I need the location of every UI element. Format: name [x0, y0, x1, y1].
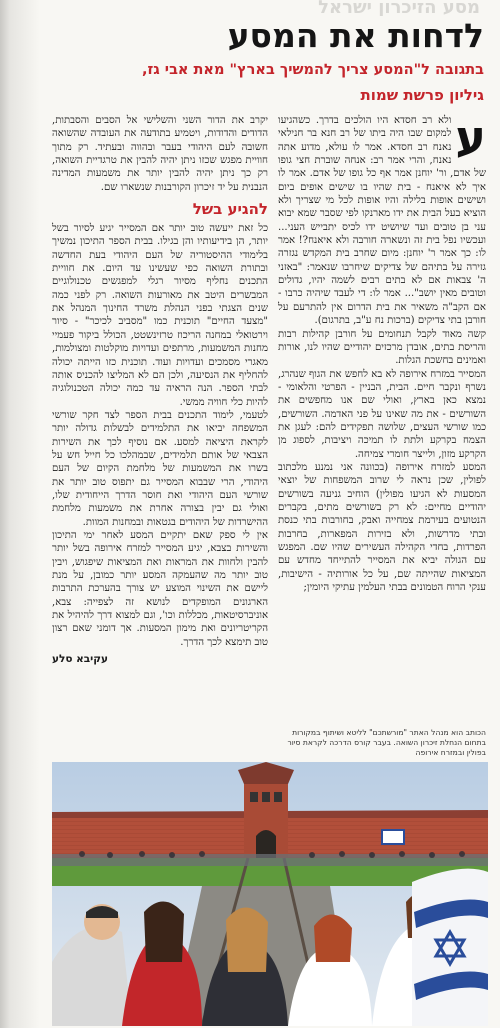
paragraph: אין לי ספק שאם יתקיים המסע לאחר ימי התיכון והשירות בצבא, יגיע המסייר למזרח אירופה בשל יותר להבין ולחוות את המראות ואת המציאות שיפגוש, ויבין טוב יותר מה שהעמקה המסע יותר כמובן, על מנת ליישם את השינוי המוצע יש צורך בהערכת התרבות הארגונים המופקדים לנושא זה לצפייה: צבא, אוניברסיטאות, מכללות וכו', וגם למצוא דרך להיהיל את הקריטריונים ואת מימון המסעות. אך דומני שאם רצון טוב תימצא לכך הדרך. [52, 529, 268, 648]
paragraph: המסע למזרח אירופה (בכוונה אני נמנע מלכתוב לפולין, שכן נראה לי שרוב המשפחות של יוצאי המסעות לא הגיעו מפולין) הוחיב גניעה בשורשים יהודיים מחיים: לא רק בשורשים מתים, בקברים הנטועים בעירמת צמחייה ואבק, בחורבות בתי כנסת ובתי מדרשות, ולא בזירות המפארות, בחרבות הפרדות, בחדי הקהילה העשירים שהיו שם. המפגש עם הגולה יביא את המסייר להתייחד מחדש עם המציאות שהייתה שם, על כל אורותיה - הישיבות, ענקי הרוח הטמונים בבתי העלמין עתיקי היומין; [278, 461, 486, 594]
paragraph: ולא רב חסדא היו הולכים בדרך. כשהגיעו למקום שבו היה ביתו של רב חנא בר חנילאי נאנח רב חסדא. אמר לו עולא, מדוע אתה נאנח, והרי אמר רב: אנחה שוברת חצי גופו של אדם, ור' יוחנן אמר אף כל גופו של אדם. אמר לו איך לא איאנח - בית שהיו בו שישים אופים ביום ושישים אופות בלילה והיו אופות לכל מי שצריך ולא הוציא בעל הבית את ידו מארנקו לפי שסבר שמא יבוא עני בן טובים ועד שיושיט ידו לכיס יתבייש העני... ועכשיו נפל בית זה ונשארה חורבה ולא איאנח?! אמר לו: כך אמר ר' יוחנן: מיום שחרב בית המקדש נגזרה גזירה על בתיהם של צדיקים שיחרבו שנאמר: "באזני ה' צבאות אם לא בתים רבים לשמה יהיו, גדולים וטובים מאין יושב"... אמר לו: די לעבד שיהיה כרבו - אם הקב"ה משאיר את בית הדרום אין להתרעם על חורבן בתי צדיקים (ברכות נח ע"ב, בתרגום). [278, 115, 486, 327]
paragraph: כל זאת ייעשה טוב יותר אם המסייר יגיע לסיור בשל יותר, הן בידיעותיו והן בגילו. בבית הספר התיכון נמשיך בלימודי ההיסטוריה של העם היהודי בעת החדשה ובתורת השואה כפי שעשינו עד היום. את חוויית התכנים נחליף מסיור רגלי למפגשים טכנולוגיים המבשרים היטב את מאורעות השואה. רק לפני כמה שנים הצגתי בפני הנהלת משרד החינוך המנהל את "מצעד החיים" תוכנית כמו "מסביב לכיכר" - סיור וירטואלי במחנה הריכוז טרזינשטט, הכולל ביקור פעמיי מחנות המשמעות, מרתפים ועדויות מוקלטות ומצולמות, מאגרי מסמכים ועדויות ועוד. תוכנית כזו הייתה יכולה להחליף את הנסיעה, ולכן הם לא המליצו להכניס אותה לבתי הספר. הנה הראיה עד כמה יכולה הטכנולוגיה להיות כלי חוויה ממשי. [52, 223, 268, 408]
tower-window [250, 792, 258, 802]
flag-icon [382, 830, 404, 844]
author-signature: עקיבא סלע [52, 653, 109, 666]
author-caption: הכותב הוא מנהל האתר "מורשתכם" לליטא ושיתוף במקורות בתחום הנחלת זיכרון השואה. בעבר קורס הדרכה לקראת סיור בפולין ובמזרח אירופה [287, 728, 486, 757]
tower-window [274, 792, 282, 802]
gate-arch [256, 830, 276, 858]
article-column-right [278, 114, 486, 726]
article-rubric: גיליון פרשת שמות [360, 86, 484, 104]
article-title: לדחות את המסע [227, 16, 484, 55]
paragraph: קשה מאוד לקבל תנחומים על חורבן קהילות רבות והריסת בתים, אובדן מרכזים יהודיים שהיו לנו, אורות ואמינים בחשכת הגלות. [278, 328, 486, 367]
photo-illustration [52, 762, 488, 1026]
article-subtitle: בתגובה ל"המסע צריך להמשיך בארץ" מאת אבי גז, [141, 62, 484, 78]
drop-cap: ע [455, 114, 486, 164]
article-column-left [52, 114, 268, 726]
section-heading: להגיע בשל [192, 200, 268, 219]
tower-window [262, 792, 270, 802]
masthead-ghost-text: מסע הזיכרון ישראל [318, 0, 480, 16]
paragraph: לטעמי, לימוד התכנים בבית הספר לצד חקר שורשי המשפחה יביאו את התלמידים לבשלות גדולה יותר לקראת היציאה למסע. אם נוסיף לכך את השירות הצבאי של אותם תלמידים, שבמהלכו כל חייל חש על בשרו את המשמעות של מלחמת הקיום של העם היהודי, הרי שבבוא המסייר גם יתפוס טוב יותר את שורשי העם היהודי ואת חוסר הדרך הייחודית שלו, ואולי גם יבין בצורה אחרת את משמעות מלחמת ההישרדות של היהודים בגטאות ובמחנות המוות. [52, 409, 268, 528]
article-photo [52, 762, 488, 1026]
israel-flag-icon [412, 869, 488, 1026]
crowd [52, 854, 488, 866]
paragraph: יקרב את הדור השני והשלישי אל הסבים והסבתות, הדודים והדודות, ויטמיע בתודעה את העובדה שהשואה חשובה לעם היהודי בעבר ובהווה ובעתיד. רק מתוך חוויית מפגש שכזו ניתן יהיה להבין את טרגדיית השואה, רק כך ניתן יהיה להבין יותר את משמעות המדינה הנבנית על יד זיכרון הקורבנות שנשארו שם. [52, 115, 268, 193]
paragraph: המסייר במזרח אירופה לא בא לחפש את הגוף שנהרג, נשרף ונקבר חיים. הבית, הבניין - הפרטי והלאומי - נמצא כאן בארץ, ואולי שם אנו מחפשים את השורשים - את מה שאינו על פני האדמה. השורשים, כמו שורשי העצים, שלושה תפקידים להם: לעגן את הצמח בקרקע ולתת לו תמיכה ויציבות, לספוג מן הקרקע מזון, ולייצר חומרי צמיחה. [278, 368, 486, 460]
